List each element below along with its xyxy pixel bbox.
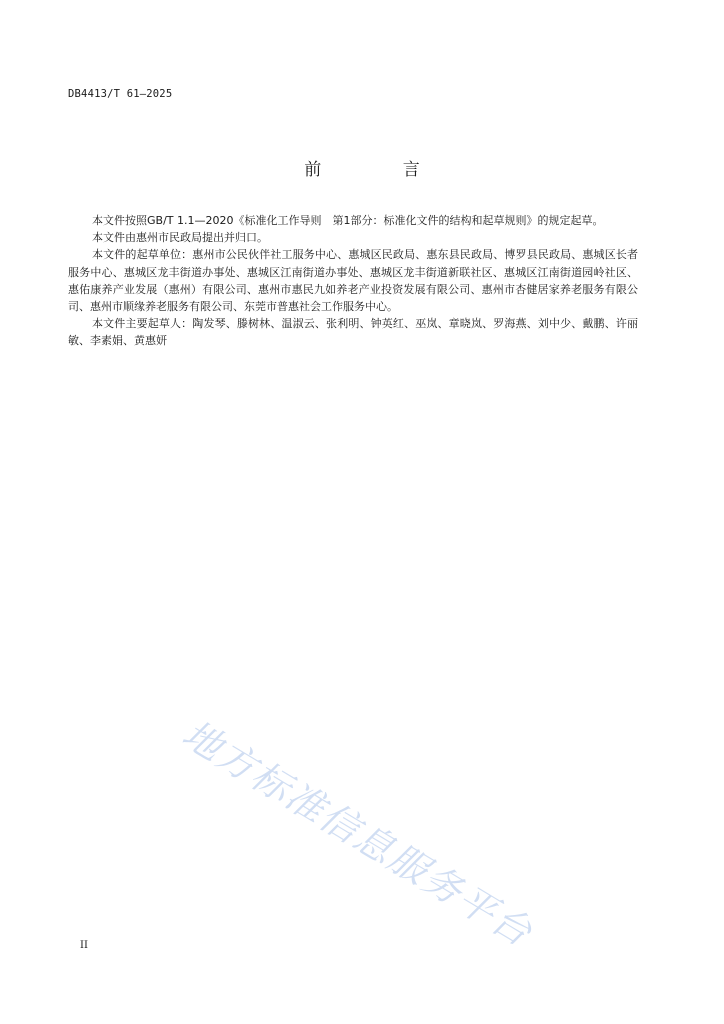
paragraph-proposer: 本文件由惠州市民政局提出并归口。 (92, 231, 268, 245)
watermark: 地方标准信息服务平台 (174, 711, 541, 956)
paragraph-drafting-units: 本文件的起草单位：惠州市公民伙伴社工服务中心、惠城区民政局、惠东县民政局、博罗县民政局、惠城区长者服务中心、惠城区龙丰街道办事处、惠城区江南街道办事处、惠城区龙丰街道新联社区、惠城区江南街道园岭社区、惠佑康养产业发展（惠州）有限公司、惠州市惠民九如养老产业投资发展有限公司、惠州市杏健居家养老服务有限公司、惠州市顺缘养老服务有限公司、东莞市普惠社会工作服务中心。 (68, 248, 638, 314)
paragraph-drafters: 本文件主要起草人：陶发琴、滕树林、温淑云、张利明、钟英红、巫岚、章晓岚、罗海燕、刘中少、戴鹏、许丽敏、李素娟、黄惠妍 (68, 317, 638, 348)
foreword-body (68, 212, 638, 350)
page-number: II (80, 940, 88, 951)
paragraph-drafting-rules: 本文件按照GB/T 1.1—2020《标准化工作导则 第1部分：标准化文件的结构和起草规则》的规定起草。 (92, 214, 604, 227)
page-title: 前 言 (304, 160, 458, 180)
standard-code: DB4413/T 61—2025 (68, 88, 173, 100)
